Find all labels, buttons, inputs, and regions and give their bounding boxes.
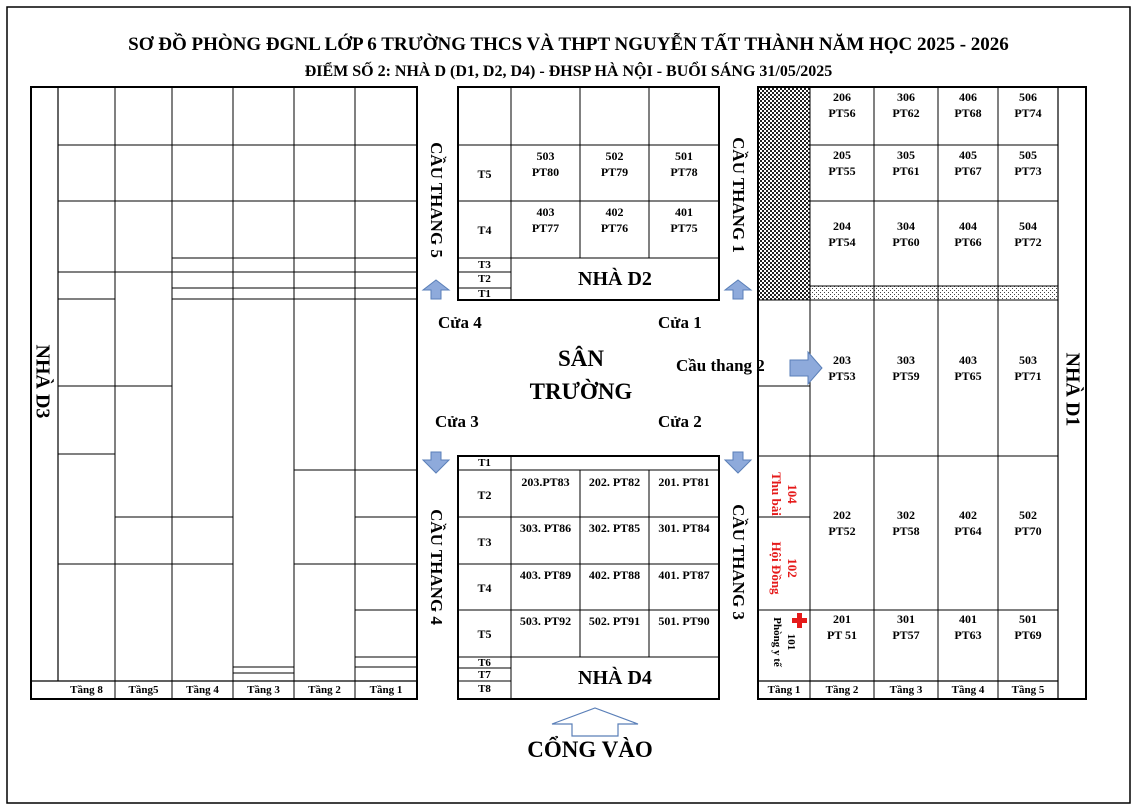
gate-arrow-icon bbox=[552, 708, 638, 736]
d4-floor-label: T1 bbox=[478, 457, 491, 469]
room-cell: 501 PT69 bbox=[1014, 612, 1042, 642]
d2-floor-label: T4 bbox=[477, 223, 492, 237]
room-cell: 301. PT84 bbox=[658, 521, 710, 535]
room-cell: 303. PT86 bbox=[519, 521, 572, 535]
door-3-label: Cửa 3 bbox=[435, 412, 479, 431]
d3-floor-label: Tầng 1 bbox=[369, 684, 403, 696]
door-2-label: Cửa 2 bbox=[658, 412, 702, 431]
stair-2-label: Cầu thang 2 bbox=[676, 356, 765, 375]
room-cell: 406 PT68 bbox=[954, 90, 982, 120]
building-d1-label: NHÀ D1 bbox=[1061, 352, 1084, 427]
room-cell: 302 PT58 bbox=[892, 508, 920, 538]
courtyard-label-line1: SÂN bbox=[557, 346, 604, 371]
room-cell: 503 PT80 bbox=[531, 149, 560, 179]
room-cell: 402. PT88 bbox=[588, 568, 641, 582]
room-104-label: 104 Thu bài bbox=[769, 472, 800, 516]
room-102-label: 102 Hội Đồng bbox=[769, 541, 800, 595]
door-4-label: Cửa 4 bbox=[438, 313, 482, 332]
room-cell: 204 PT54 bbox=[828, 219, 856, 249]
building-d4-label: NHÀ D4 bbox=[578, 667, 652, 689]
room-cell: 404 PT66 bbox=[954, 219, 982, 249]
room-cell: 502. PT91 bbox=[588, 614, 641, 628]
door-1-label: Cửa 1 bbox=[658, 313, 702, 332]
gate-label: CỔNG VÀO bbox=[527, 737, 653, 762]
courtyard-label-line2: TRƯỜNG bbox=[529, 379, 633, 404]
room-cell: 202 PT52 bbox=[828, 508, 856, 538]
room-cell: 501 PT78 bbox=[670, 149, 698, 179]
stair-3-label: CẦU THANG 3 bbox=[729, 504, 748, 620]
room-cell: 504 PT72 bbox=[1014, 219, 1042, 249]
building-d2-label: NHÀ D2 bbox=[578, 268, 652, 290]
stair-5-label: CẦU THANG 5 bbox=[427, 142, 446, 258]
d1-floor-label: Tầng 2 bbox=[825, 684, 859, 696]
d3-floor-label: Tầng 8 bbox=[70, 684, 103, 696]
d2-floor-label: T5 bbox=[477, 167, 492, 181]
d4-floor-label: T5 bbox=[477, 627, 492, 641]
d1-floor-label: Tầng 3 bbox=[889, 684, 923, 696]
room-cell: 305 PT61 bbox=[892, 148, 920, 178]
room-cell: 403 PT65 bbox=[954, 353, 982, 383]
room-101-label: 101 Phòng y tế bbox=[771, 617, 797, 667]
arrow-up-icon-stair1 bbox=[725, 280, 751, 299]
room-cell: 301 PT57 bbox=[892, 612, 920, 642]
building-d3-label: NHÀ D3 bbox=[31, 344, 54, 419]
room-cell: 302. PT85 bbox=[588, 521, 641, 535]
room-cell: 403. PT89 bbox=[519, 568, 572, 582]
room-cell: 306 PT62 bbox=[892, 90, 920, 120]
room-cell: 201. PT81 bbox=[658, 475, 710, 489]
room-cell: 201 PT 51 bbox=[826, 612, 858, 642]
d4-floor-label: T2 bbox=[477, 488, 492, 502]
d3-floor-label: Tầng5 bbox=[128, 684, 159, 696]
room-cell: 206 PT56 bbox=[828, 90, 856, 120]
room-cell: 403 PT77 bbox=[531, 205, 560, 235]
arrow-down-icon-stair4 bbox=[423, 452, 449, 473]
d2-floor-label: T1 bbox=[478, 288, 491, 300]
room-cell: 502 PT70 bbox=[1014, 508, 1042, 538]
room-cell: 203.PT83 bbox=[521, 475, 570, 489]
d2-floor-label: T3 bbox=[478, 259, 491, 271]
d1-floor-label: Tầng 5 bbox=[1011, 684, 1045, 696]
d2-floor-label: T2 bbox=[478, 273, 491, 285]
room-cell: 303 PT59 bbox=[892, 353, 920, 383]
d4-floor-label: T8 bbox=[478, 683, 491, 695]
room-cell: 402 PT76 bbox=[600, 205, 629, 235]
room-cell: 304 PT60 bbox=[892, 219, 920, 249]
d4-floor-label: T6 bbox=[478, 657, 491, 669]
page-title: SƠ ĐỒ PHÒNG ĐGNL LỚP 6 TRƯỜNG THCS VÀ THPT NGUYỄN TẤT THÀNH NĂM HỌC 2025 - 2026 bbox=[128, 34, 1009, 55]
d3-floor-label: Tầng 3 bbox=[247, 684, 280, 696]
room-cell: 505 PT73 bbox=[1014, 148, 1042, 178]
d3-floor-label: Tầng 2 bbox=[308, 684, 341, 696]
room-cell: 203 PT53 bbox=[828, 353, 856, 383]
room-cell: 506 PT74 bbox=[1014, 90, 1042, 120]
room-cell: 503. PT92 bbox=[519, 614, 572, 628]
room-cell: 501. PT90 bbox=[658, 614, 710, 628]
d1-floor-label: Tầng 1 bbox=[767, 684, 801, 696]
d4-floor-label: T3 bbox=[477, 535, 492, 549]
room-cell: 401 PT75 bbox=[670, 205, 698, 235]
room-cell: 202. PT82 bbox=[588, 475, 641, 489]
d4-floor-label: T4 bbox=[477, 581, 492, 595]
stair-4-label: CẦU THANG 4 bbox=[427, 509, 446, 625]
room-cell: 405 PT67 bbox=[954, 148, 982, 178]
d3-floor-label: Tầng 4 bbox=[186, 684, 219, 696]
d4-floor-label: T7 bbox=[478, 669, 491, 681]
room-cell: 503 PT71 bbox=[1014, 353, 1042, 383]
d1-floor-label: Tầng 4 bbox=[951, 684, 985, 696]
arrow-up-icon-stair5 bbox=[423, 280, 449, 299]
room-cell: 402 PT64 bbox=[954, 508, 982, 538]
building-d3 bbox=[31, 87, 417, 699]
room-cell: 401 PT63 bbox=[954, 612, 982, 642]
stair-1-label: CẦU THANG 1 bbox=[729, 137, 748, 253]
page-subtitle: ĐIỂM SỐ 2: NHÀ D (D1, D2, D4) - ĐHSP HÀ NỘI - BUỔI SÁNG 31/05/2025 bbox=[304, 63, 833, 80]
room-cell: 205 PT55 bbox=[828, 148, 856, 178]
room-cell: 502 PT79 bbox=[600, 149, 629, 179]
arrow-down-icon-stair3 bbox=[725, 452, 751, 473]
room-cell: 401. PT87 bbox=[658, 568, 710, 582]
